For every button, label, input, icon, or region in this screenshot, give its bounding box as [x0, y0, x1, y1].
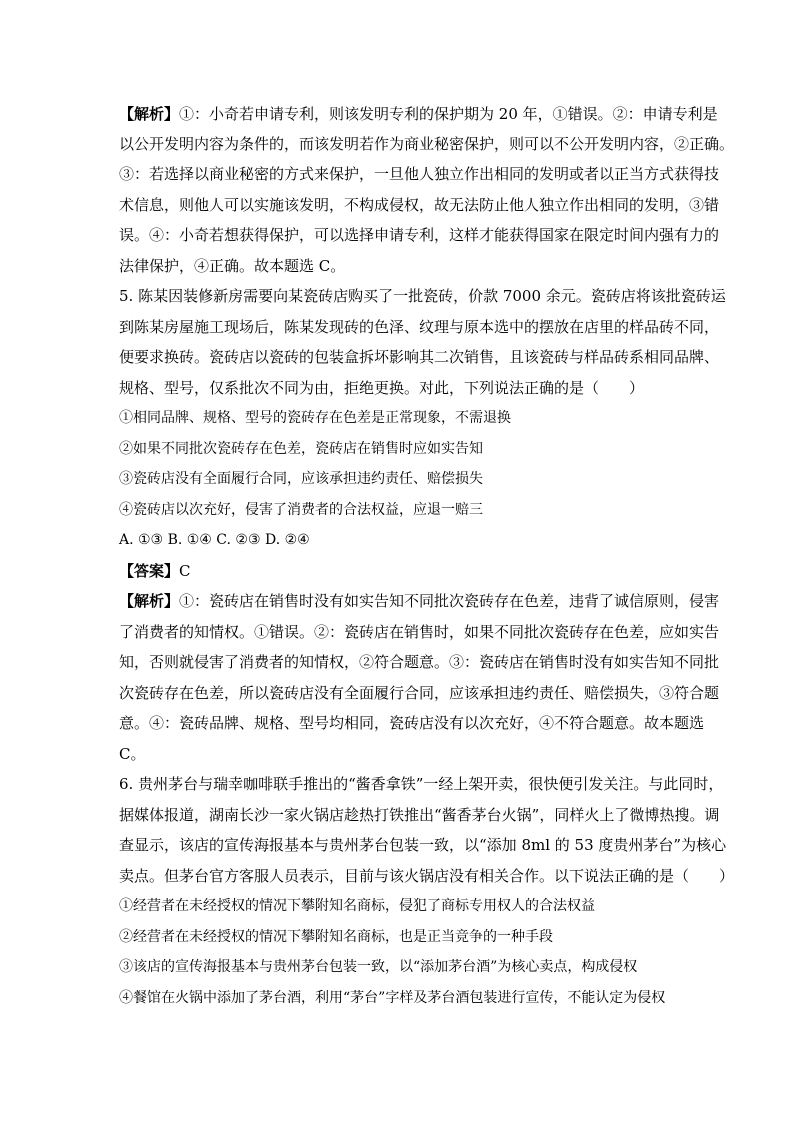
question-6-line-1: 6. 贵州茅台与瑞幸咖啡联手推出的“酱香拿铁”一经上架开卖，很快便引发关注。与此同时， [119, 775, 724, 793]
question-6-option-4: ④餐馆在火锅中添加了茅台酒，利用“茅台”字样及茅台酒包装进行宣传，不能认定为侵权 [119, 990, 666, 1006]
analysis-5-line-5: 意。④：瓷砖品牌、规格、型号均相同，瓷砖店没有以次充好，④不符合题意。故本题选 [119, 714, 705, 732]
analysis-5-line-1: 【解析】①：瓷砖店在销售时没有如实告知不同批次瓷砖存在色差，违背了诚信原则，侵害 [119, 592, 720, 610]
analysis-4-line-6: 法律保护，④正确。故本题选 C。 [119, 257, 346, 275]
question-6-option-1: ①经营者在未经授权的情况下攀附知名商标，侵犯了商标专用权人的合法权益 [119, 898, 595, 914]
answer-5: 【答案】C [119, 562, 191, 580]
question-6-line-4: 卖点。但茅台官方客服人员表示，目前与该火锅店没有相关合作。以下说法正确的是（ ） [119, 867, 735, 885]
analysis-label: 【解析】 [119, 592, 180, 610]
analysis-4-line-3: ③：若选择以商业秘密的方式来保护，一旦他人独立作出相同的发明或者以正当方式获得技 [119, 165, 720, 183]
question-5-line-3: 便要求换砖。瓷砖店以瓷砖的包装盒拆坏影响其二次销售，且该瓷砖与样品砖系相同品牌、 [119, 348, 720, 366]
analysis-4-line-4: 术信息，则他人可以实施该发明，不构成侵权，故无法防止他人独立作出相同的发明，③错 [119, 196, 720, 214]
question-5-line-2: 到陈某房屋施工现场后，陈某发现砖的色泽、纹理与原本选中的摆放在店里的样品砖不同， [119, 318, 720, 336]
question-6-line-3: 查显示，该店的宣传海报基本与贵州茅台包装一致，以“添加 8ml 的 53 度贵州茅台”为核心 [119, 836, 727, 854]
question-5-choices: A. ①③ B. ①④ C. ②③ D. ②④ [119, 532, 310, 548]
question-5-option-4: ④瓷砖店以次充好，侵害了消费者的合法权益，应退一赔三 [119, 502, 483, 518]
analysis-5-line-3: 知，否则就侵害了消费者的知情权，②符合题意。③：瓷砖店在销售时没有如实告知不同批 [119, 653, 720, 671]
question-5-line-1: 5. 陈某因装修新房需要向某瓷砖店购买了一批瓷砖，价款 7000 余元。瓷砖店将该批瓷砖运 [119, 287, 726, 305]
question-5-option-1: ①相同品牌、规格、型号的瓷砖存在色差是正常现象，不需退换 [119, 410, 511, 426]
analysis-4-line-1: 【解析】①：小奇若申请专利，则该发明专利的保护期为 20 年，①错误。②：申请专利是 [119, 105, 718, 123]
analysis-5-line-4: 次瓷砖存在色差，所以瓷砖店没有全面履行合同，应该承担违约责任、赔偿损失，③符合题 [119, 684, 720, 702]
analysis-4-line-5: 误。④：小奇若想获得保护，可以选择申请专利，这样才能获得国家在限定时间内强有力的 [119, 226, 720, 244]
analysis-4-line-2: 以公开发明内容为条件的，而该发明若作为商业秘密保护，则可以不公开发明内容，②正确。 [119, 135, 735, 153]
analysis-label: 【解析】 [119, 105, 180, 123]
question-5-option-2: ②如果不同批次瓷砖存在色差，瓷砖店在销售时应如实告知 [119, 441, 483, 457]
analysis-5-line-6: C。 [119, 745, 146, 763]
question-6-line-2: 据媒体报道，湖南长沙一家火锅店趁热打铁推出“酱香茅台火锅”，同样火上了微博热搜。调 [119, 806, 720, 824]
answer-label: 【答案】 [119, 562, 180, 580]
question-5-option-3: ③瓷砖店没有全面履行合同，应该承担违约责任、赔偿损失 [119, 471, 483, 487]
question-6-option-3: ③该店的宣传海报基本与贵州茅台包装一致，以“添加茅台酒”为核心卖点，构成侵权 [119, 959, 638, 975]
question-5-line-4: 规格、型号，仅系批次不同为由，拒绝更换。对此，下列说法正确的是（ ） [119, 379, 645, 397]
question-6-option-2: ②经营者在未经授权的情况下攀附知名商标，也是正当竞争的一种手段 [119, 929, 553, 945]
analysis-5-line-2: 了消费者的知情权。①错误。②：瓷砖店在销售时，如果不同批次瓷砖存在色差，应如实告 [119, 623, 720, 641]
